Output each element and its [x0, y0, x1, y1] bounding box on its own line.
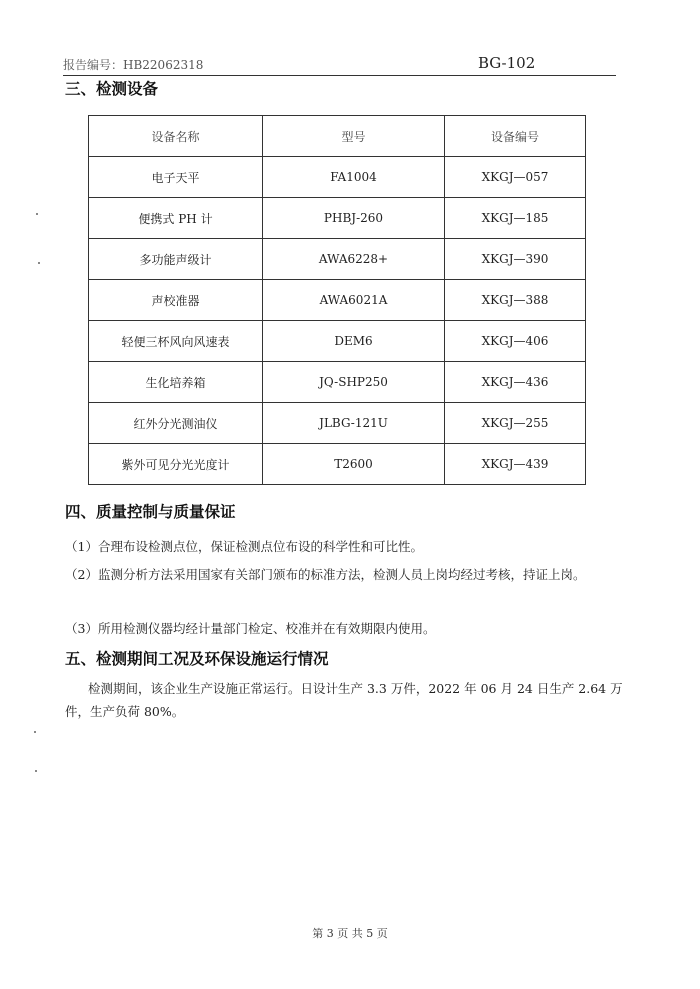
table-row — [89, 239, 586, 280]
table-row — [89, 362, 586, 403]
equipment-name: 声校准器 — [89, 280, 263, 321]
equipment-id: XKGJ—057 — [445, 157, 586, 198]
equipment-id: XKGJ—255 — [445, 403, 586, 444]
equipment-id: XKGJ—390 — [445, 239, 586, 280]
column-header-model: 型号 — [263, 116, 445, 157]
equipment-table — [88, 115, 586, 485]
section-5-heading: 五、检测期间工况及环保设施运行情况 — [65, 650, 329, 668]
equipment-model: JLBG-121U — [263, 403, 445, 444]
equipment-model: AWA6021A — [263, 280, 445, 321]
equipment-id: XKGJ—439 — [445, 444, 586, 485]
column-header-id: 设备编号 — [445, 116, 586, 157]
section-4-heading: 四、质量控制与质量保证 — [65, 503, 236, 521]
column-header-name: 设备名称 — [89, 116, 263, 157]
quality-item-2: （2）监测分析方法采用国家有关部门颁布的标准方法，检测人员上岗均经过考核，持证上岗。 — [65, 567, 586, 582]
table-row — [89, 280, 586, 321]
document-code: BG-102 — [478, 54, 536, 72]
quality-item-3: （3）所用检测仪器均经计量部门检定、校准并在有效期限内使用。 — [65, 621, 436, 636]
scan-speck — [38, 262, 40, 264]
equipment-model: JQ-SHP250 — [263, 362, 445, 403]
equipment-id: XKGJ—436 — [445, 362, 586, 403]
equipment-model: DEM6 — [263, 321, 445, 362]
table-row — [89, 321, 586, 362]
scan-speck — [35, 770, 37, 772]
report-number: 报告编号：HB22062318 — [63, 58, 204, 72]
section-3-heading: 三、检测设备 — [65, 80, 159, 98]
equipment-name: 红外分光测油仪 — [89, 403, 263, 444]
equipment-name: 紫外可见分光光度计 — [89, 444, 263, 485]
table-row — [89, 198, 586, 239]
operating-conditions-paragraph: 检测期间，该企业生产设施正常运行。日设计生产 3.3 万件，2022 年 06 月 24 日生产 2.64 万件，生产负荷 80%。 — [65, 681, 623, 719]
page-number: 第 3 页 共 5 页 — [312, 927, 388, 940]
equipment-name: 便携式 PH 计 — [89, 198, 263, 239]
equipment-name: 电子天平 — [89, 157, 263, 198]
equipment-model: PHBJ-260 — [263, 198, 445, 239]
table-row — [89, 403, 586, 444]
scan-speck — [34, 731, 36, 733]
table-row — [89, 444, 586, 485]
table-row — [89, 157, 586, 198]
equipment-model: FA1004 — [263, 157, 445, 198]
equipment-name: 轻便三杯风向风速表 — [89, 321, 263, 362]
equipment-id: XKGJ—406 — [445, 321, 586, 362]
table-header-row — [89, 116, 586, 157]
header-divider — [63, 75, 616, 76]
equipment-id: XKGJ—185 — [445, 198, 586, 239]
equipment-model: T2600 — [263, 444, 445, 485]
equipment-name: 生化培养箱 — [89, 362, 263, 403]
equipment-model: AWA6228+ — [263, 239, 445, 280]
quality-item-1: （1）合理布设检测点位，保证检测点位布设的科学性和可比性。 — [65, 539, 423, 554]
scan-speck — [36, 213, 38, 215]
equipment-name: 多功能声级计 — [89, 239, 263, 280]
equipment-id: XKGJ—388 — [445, 280, 586, 321]
